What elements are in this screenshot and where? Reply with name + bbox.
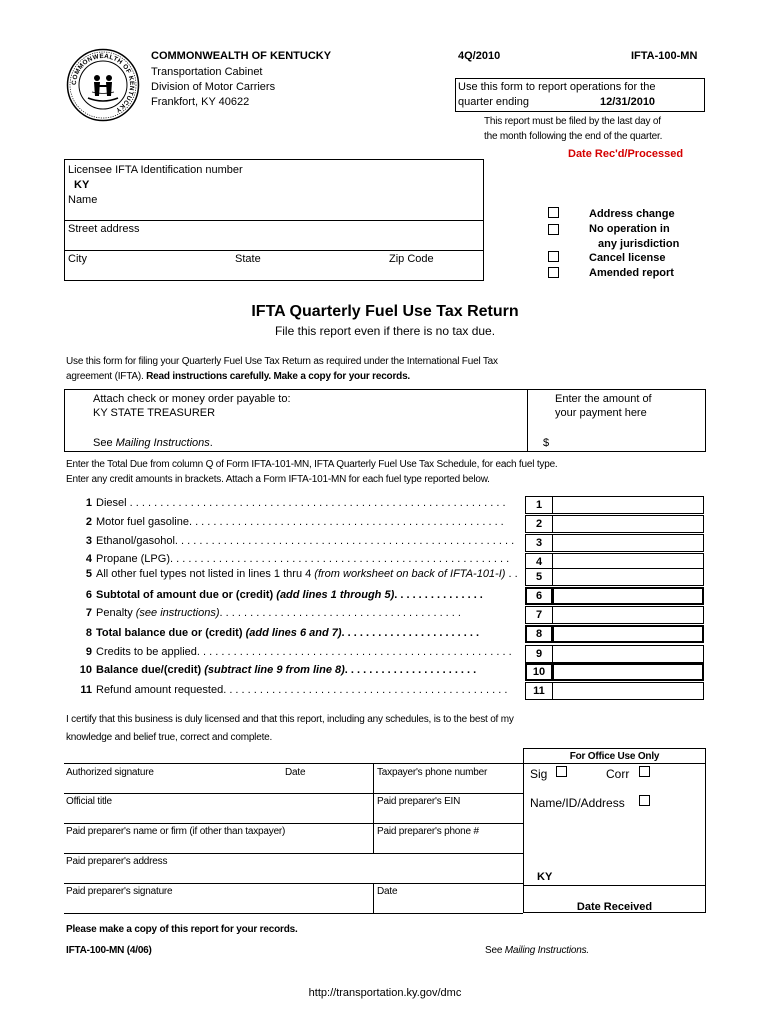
instructions-line-1: Use this form for filing your Quarterly Fuel Use Tax Return as required under the International Fuel Tax <box>66 356 498 367</box>
no-operation-label: No operation in <box>589 223 670 235</box>
office-name-id-checkbox[interactable] <box>639 795 650 806</box>
cancel-license-checkbox[interactable] <box>548 251 559 262</box>
street-divider <box>64 250 484 251</box>
line-9-label: 9 Credits to be applied. . . . . . . . . . . . . . . . . . . . . . . . . . . . . . . . . . . . . . . . . . . . . . . . . . . . <box>74 646 522 664</box>
line-5-number: 5 <box>85 568 92 580</box>
sig-line-2 <box>64 823 523 824</box>
tax-period: 4Q/2010 <box>458 50 501 62</box>
line-8-note: (add lines 6 and 7) <box>245 627 342 639</box>
payment-divider <box>527 389 528 452</box>
preparer-ein-label: Paid preparer's EIN <box>377 796 461 807</box>
name-divider <box>64 220 484 221</box>
quarter-ending-label: quarter ending <box>458 96 529 108</box>
line-6-box-number: 6 <box>525 587 553 605</box>
line-11-text: Refund amount requested <box>96 684 224 696</box>
line-8-amount-input[interactable] <box>552 625 704 643</box>
office-corr-checkbox[interactable] <box>639 766 650 777</box>
line-9-text: Credits to be applied <box>96 646 197 658</box>
office-ky-label: KY <box>537 871 553 883</box>
mailing-instructions-link[interactable]: Mailing Instructions <box>115 437 210 449</box>
state-label: State <box>235 253 261 265</box>
line-2-label: 2 Motor fuel gasoline. . . . . . . . . . . . . . . . . . . . . . . . . . . . . . . . . . . . . . . . . . . . . . . . . . . . <box>74 516 522 534</box>
line-10-number: 10 <box>79 664 92 676</box>
line-8-number: 8 <box>85 627 92 639</box>
office-use-title: For Office Use Only <box>569 751 660 762</box>
line-4-label: 4 Propane (LPG). . . . . . . . . . . . . . . . . . . . . . . . . . . . . . . . . . . . . . . . . . . . . . . . . . . . . . . . <box>74 553 522 571</box>
form-id: IFTA-100-MN <box>631 50 698 62</box>
svg-text:COMMONWEALTH OF KENTUCKY <box>71 53 135 114</box>
payee-label: KY STATE TREASURER <box>93 407 216 419</box>
instructions-ifta: agreement (IFTA). <box>66 371 144 382</box>
dollar-sign: $ <box>543 437 550 449</box>
line-10-text: Balance due/(credit) <box>96 664 202 676</box>
quarter-ending-date: 12/31/2010 <box>600 96 656 108</box>
preparer-phone-label: Paid preparer's phone # <box>377 826 479 837</box>
preparer-address-label: Paid preparer's address <box>66 856 168 867</box>
office-corr-label: Corr <box>606 767 630 781</box>
agency-name: COMMONWEALTH OF KENTUCKY <box>151 50 332 62</box>
line-7-text: Penalty <box>96 607 133 619</box>
line-10-box-number: 10 <box>525 663 553 681</box>
line-6-number: 6 <box>85 589 92 601</box>
line-7-note: (see instructions) <box>135 607 220 619</box>
line-6-amount-input[interactable] <box>552 587 704 605</box>
no-operation-checkbox[interactable] <box>548 224 559 235</box>
cabinet-name: Transportation Cabinet <box>151 66 263 78</box>
line-4-text: Propane (LPG) <box>96 553 170 565</box>
line-7-box-number: 7 <box>525 606 553 624</box>
line-1-amount-input[interactable] <box>552 496 704 514</box>
date-2-label: Date <box>377 886 398 897</box>
amount-label-1: Enter the amount of <box>555 393 652 405</box>
line-5-box-number: 5 <box>525 568 553 586</box>
agency-address: Frankfort, KY 40622 <box>151 96 250 108</box>
line-2-text: Motor fuel gasoline <box>96 516 189 528</box>
line-2-number: 2 <box>85 516 92 528</box>
form-subtitle: File this report even if there is no tax due. <box>274 324 496 338</box>
line-11-number: 11 <box>80 684 92 696</box>
any-jurisdiction-label: any jurisdiction <box>598 238 680 250</box>
line-6-label: 6 Subtotal of amount due or (credit) (add lines 1 through 5). . . . . . . . . . . . . . . <box>74 589 522 607</box>
line-9-number: 9 <box>85 646 92 658</box>
name-label: Name <box>68 194 98 206</box>
line-3-number: 3 <box>85 535 92 547</box>
office-name-id-label: Name/ID/Address <box>530 796 625 810</box>
address-change-label: Address change <box>589 208 675 220</box>
licensee-id-label: Licensee IFTA Identification number <box>68 164 243 176</box>
office-sig-label: Sig <box>530 767 548 781</box>
office-sig-checkbox[interactable] <box>556 766 567 777</box>
address-change-checkbox[interactable] <box>548 207 559 218</box>
line-4-box-number: 4 <box>525 553 553 571</box>
line-9-box-number: 9 <box>525 645 553 663</box>
mailing-see: See <box>93 437 116 449</box>
line-3-text: Ethanol/gasohol <box>96 535 175 547</box>
date-received-processed: Date Rec'd/Processed <box>568 148 684 160</box>
sig-line-4 <box>64 883 523 884</box>
taxpayer-phone-label: Taxpayer's phone number <box>377 767 488 778</box>
sig-vline-mid <box>373 763 374 853</box>
line-7-label: 7 Penalty (see instructions). . . . . . . . . . . . . . . . . . . . . . . . . . . . . . . . . . . . . . . . <box>74 607 522 625</box>
line-9-amount-input[interactable] <box>552 645 704 663</box>
line-5-note: (from worksheet on back of IFTA-101-I) <box>314 568 506 580</box>
line-8-label: 8 Total balance due or (credit) (add lines 6 and 7). . . . . . . . . . . . . . . . . . . . . . . <box>74 627 522 645</box>
street-label: Street address <box>68 223 140 235</box>
line-3-box-number: 3 <box>525 534 553 552</box>
line-4-number: 4 <box>85 553 92 565</box>
line-10-amount-input[interactable] <box>552 663 704 681</box>
instructions-line-2 <box>66 371 410 382</box>
state-seal <box>66 48 140 122</box>
line-11-amount-input[interactable] <box>552 682 704 700</box>
use-form-text: Use this form to report operations for the <box>458 81 656 93</box>
preparer-signature-label: Paid preparer's signature <box>66 886 173 897</box>
line-1-label: 1 Diesel . . . . . . . . . . . . . . . . . . . . . . . . . . . . . . . . . . . . . . . . . . . . . . . . . . . . . . . . . . . . . . <box>74 497 522 515</box>
attach-check-label: Attach check or money order payable to: <box>93 393 291 405</box>
line-2-box-number: 2 <box>525 515 553 533</box>
line-1-text: Diesel <box>96 497 127 509</box>
authorized-signature-label: Authorized signature <box>66 767 154 778</box>
office-ky-line <box>523 885 706 886</box>
seal-text: COMMONWEALTH OF KENTUCKY <box>70 52 136 114</box>
amended-report-checkbox[interactable] <box>548 267 559 278</box>
footer-url[interactable]: http://transportation.ky.gov/dmc <box>308 987 462 999</box>
division-name: Division of Motor Carriers <box>151 81 276 93</box>
payment-amount-input[interactable] <box>551 434 701 450</box>
date-label: Date <box>285 767 306 778</box>
line-10-note: (subtract line 9 from line 8) <box>204 664 345 676</box>
mailing-period: . <box>209 437 213 449</box>
sig-vline-mid-2 <box>373 883 374 913</box>
city-label: City <box>68 253 87 265</box>
sig-line-5 <box>64 913 523 914</box>
schedule-instructions-1: Enter the Total Due from column Q of Form IFTA-101-MN, IFTA Quarterly Fuel Use Tax Schedule, for each fuel type. <box>66 459 558 470</box>
sig-line-3 <box>64 853 523 854</box>
line-1-box-number: 1 <box>525 496 553 514</box>
preparer-name-label: Paid preparer's name or firm (if other than taxpayer) <box>66 826 286 837</box>
zip-label: Zip Code <box>389 253 434 265</box>
line-11-box-number: 11 <box>525 682 553 700</box>
line-5-amount-input[interactable] <box>552 568 704 586</box>
office-date-received: Date Received <box>576 901 653 913</box>
line-10-label: 10 Balance due/(credit) (subtract line 9 from line 8). . . . . . . . . . . . . . . . . . . . . . <box>74 664 522 682</box>
amended-report-label: Amended report <box>589 267 674 279</box>
line-1-number: 1 <box>85 497 92 509</box>
cancel-license-label: Cancel license <box>589 252 666 264</box>
line-3-amount-input[interactable] <box>552 534 704 552</box>
line-8-text: Total balance due or (credit) <box>96 627 243 639</box>
line-2-amount-input[interactable] <box>552 515 704 533</box>
copy-note: Please make a copy of this report for your records. <box>66 924 298 935</box>
mailing-instructions-note <box>93 437 213 449</box>
line-8-box-number: 8 <box>525 625 553 643</box>
certify-line-1: I certify that this business is duly licensed and that this report, including any schedules, is to the best of my <box>66 714 514 725</box>
line-11-label: 11 Refund amount requested. . . . . . . . . . . . . . . . . . . . . . . . . . . . . . . . . . . . . . . . . . . . . . . <box>74 684 522 702</box>
deadline-line-2: the month following the end of the quarter. <box>484 131 663 142</box>
line-3-label: 3 Ethanol/gasohol. . . . . . . . . . . . . . . . . . . . . . . . . . . . . . . . . . . . . . . . . . . . . . . . . . . . . . . . <box>74 535 522 553</box>
schedule-instructions-2: Enter any credit amounts in brackets. Attach a Form IFTA-101-MN for each fuel type reported below. <box>66 474 490 485</box>
line-6-note: (add lines 1 through 5) <box>276 589 395 601</box>
instructions-read: Read instructions carefully. Make a copy for your records. <box>146 371 411 382</box>
sig-line-1 <box>64 793 523 794</box>
form-revision: IFTA-100-MN (4/06) <box>66 945 152 956</box>
licensee-id-value[interactable]: KY <box>74 179 90 191</box>
amount-label-2: your payment here <box>555 407 647 419</box>
deadline-line-1: This report must be filed by the last day of <box>484 116 661 127</box>
line-7-amount-input[interactable] <box>552 606 704 624</box>
footer-mailing-link[interactable]: Mailing Instructions. <box>504 945 589 956</box>
office-title-line <box>523 763 706 764</box>
certify-line-2: knowledge and belief true, correct and complete. <box>66 732 273 743</box>
line-5-label: 5 All other fuel types not listed in lines 1 thru 4 (from worksheet on back of IFTA-101-I) . . <box>74 568 522 586</box>
footer-mailing-note <box>485 945 589 956</box>
form-title: IFTA Quarterly Fuel Use Tax Return <box>251 303 519 320</box>
footer-see: See <box>485 945 505 956</box>
line-7-number: 7 <box>85 607 92 619</box>
line-6-text: Subtotal of amount due or (credit) <box>96 589 274 601</box>
official-title-label: Official title <box>66 796 112 807</box>
line-5-text: All other fuel types not listed in lines 1 thru 4 <box>96 568 312 580</box>
